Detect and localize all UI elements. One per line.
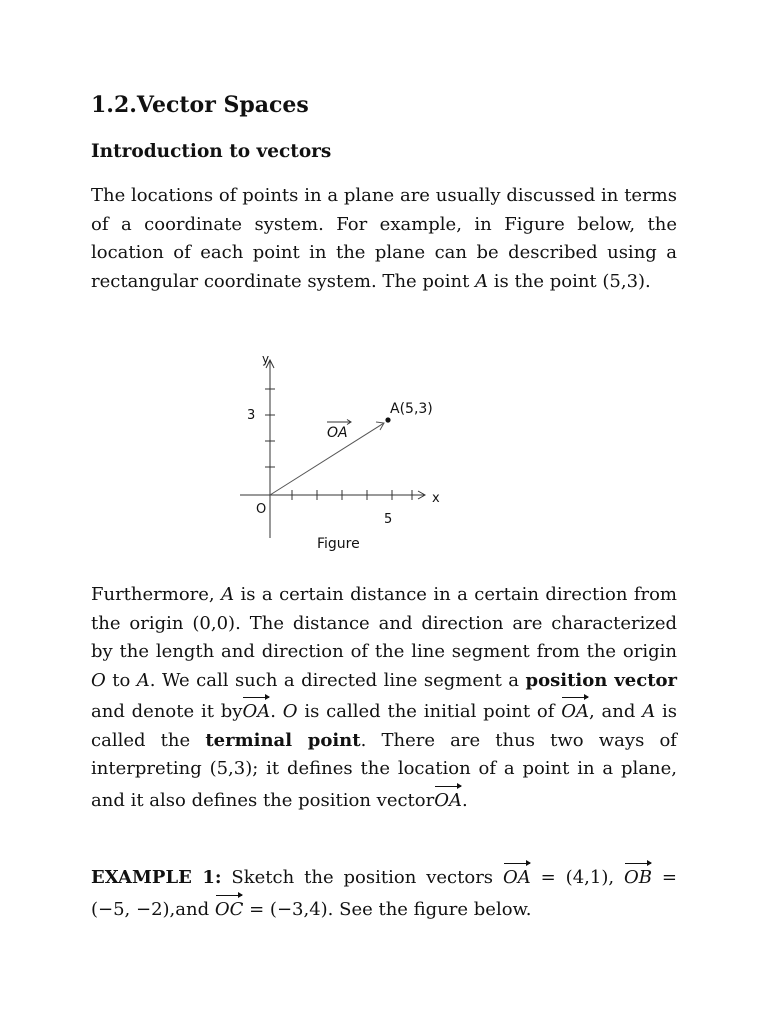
figure-caption: Figure (317, 536, 360, 552)
coordinate-figure (230, 348, 450, 558)
term-terminal-point: terminal point (205, 729, 361, 751)
origin-label: O (256, 502, 267, 517)
term-position-vector: position vector (525, 669, 678, 691)
y-tick-label: 3 (247, 408, 256, 423)
vector-oa-inline: OA (503, 861, 531, 893)
position-vector-paragraph: Furthermore, A is a certain distance in a certain direction from the origin (0,0). The distance and direction are characterized by the length and direction of the line segment from the origin O to A. We call such a directed line segment a position vector and denote it byOA. O is called the initial point of OA, and A is called the terminal point. There are thus two ways of interpreting (5,3); it defines the location of a point in a plane, and it also defines the position vectorOA. (91, 581, 677, 815)
vector-oa-inline: OA (561, 695, 589, 727)
example-paragraph: EXAMPLE 1: Sketch the position vectors OA = (4,1), OB = (−5, −2),and OC = (−3,4). See the figure below. (91, 861, 677, 924)
vector-oc-inline: OC (215, 893, 244, 925)
intro-paragraph: The locations of points in a plane are usually discussed in terms of a coordinate system. For example, in Figure below, the location of each point in the plane can be described using a rectangular coordinate system. The point A is the point (5,3). (91, 185, 677, 292)
y-axis-label: y (262, 352, 270, 366)
x-tick-label: 5 (384, 512, 393, 527)
vector-ob-inline: OB (624, 861, 652, 893)
section-heading: 1.2.Vector Spaces (91, 92, 309, 118)
vector-oa-inline: OA (242, 695, 270, 727)
vector-oa-label: OA (327, 425, 348, 441)
x-axis-label: x (432, 491, 440, 506)
vector-oa-inline: OA (434, 784, 462, 816)
example-label: EXAMPLE 1: (91, 867, 222, 888)
point-a-label: A(5,3) (390, 401, 433, 417)
point-a (385, 417, 390, 422)
subsection-heading: Introduction to vectors (91, 141, 332, 162)
